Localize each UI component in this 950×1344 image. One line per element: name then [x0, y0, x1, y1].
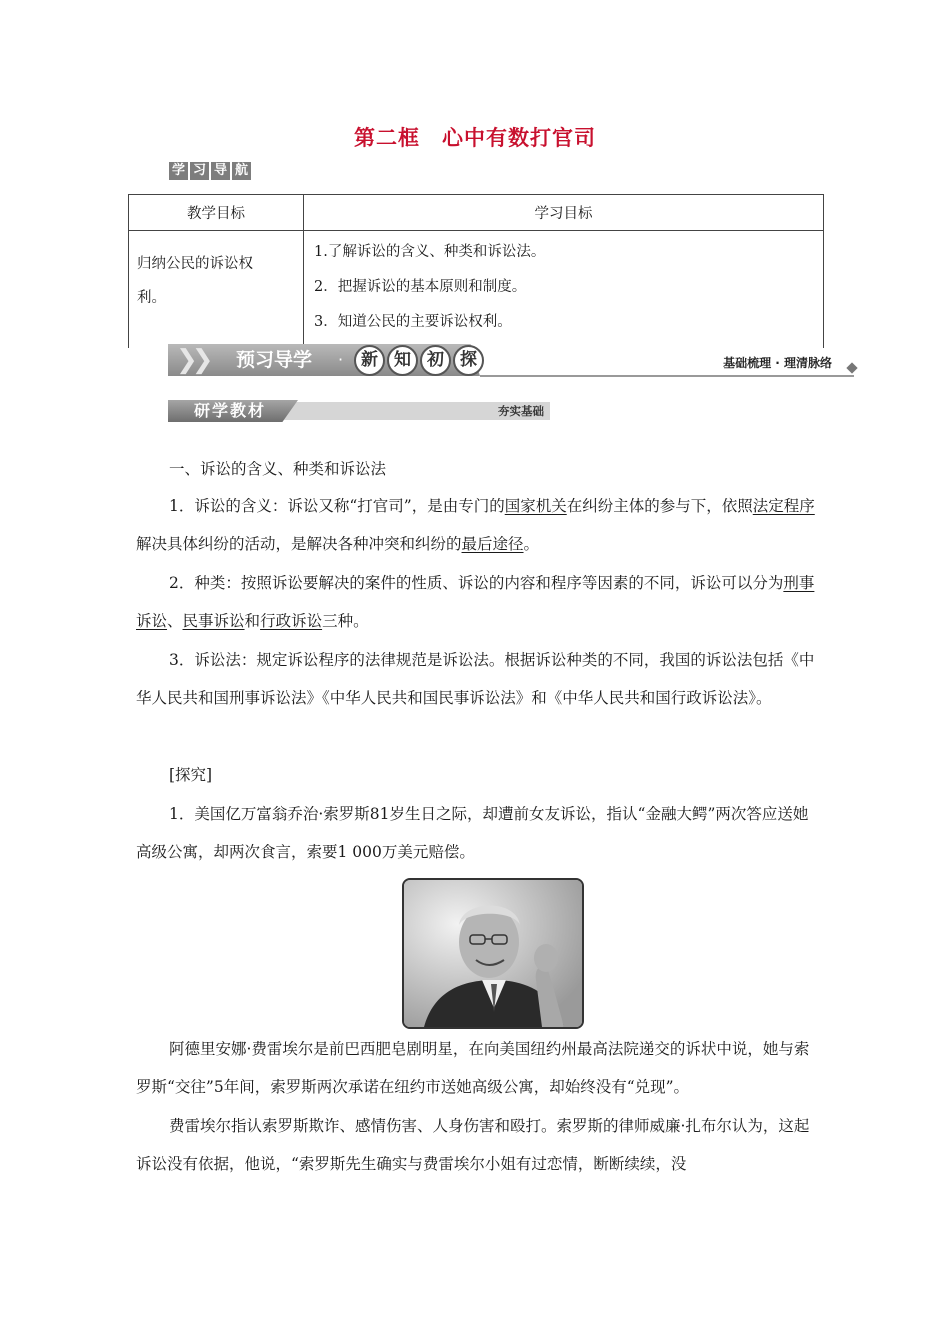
underlined-term: 行政诉讼: [260, 612, 323, 630]
banner-circle-char: 知: [387, 345, 418, 376]
underlined-term: 国家机关: [504, 497, 567, 515]
teaching-goal-line: 归纳公民的诉讼权: [137, 256, 253, 272]
sub-banner-right-label: 夯实基础: [498, 404, 544, 418]
teaching-goal-line: 利。: [137, 290, 166, 306]
underlined-term: 法定程序: [752, 497, 815, 515]
text-run: 解决具体纠纷的活动，是解决各种冲突和纠纷的: [136, 535, 462, 553]
learning-goal-item: 3．知道公民的主要诉讼权利。: [314, 314, 512, 330]
goals-table: [128, 194, 824, 348]
page-title: 第二框 心中有数打官司: [354, 126, 596, 150]
banner-rule: [480, 375, 854, 377]
preview-section-banner: [168, 344, 858, 378]
teaching-goal-cell: [129, 231, 304, 349]
guide-tag-char: 导: [211, 162, 230, 180]
banner-circle-char: 初: [420, 345, 451, 376]
banner-main-label: 预习导学: [236, 349, 313, 371]
portrait-image: [404, 880, 582, 1027]
text-run: 、: [167, 612, 183, 630]
underlined-term: 最后途径: [461, 535, 524, 553]
text-run: 。: [523, 535, 540, 553]
explore-paragraph-3: 费雷埃尔指认索罗斯欺诈、感情伤害、人身伤害和殴打。索罗斯的律师威廉·扎布尔认为，这起诉讼没有依据，他说，“索罗斯先生确实与费雷埃尔小姐有过恋情，断断续续，没: [136, 1117, 810, 1173]
banner-right-label: 基础梳理 · 理清脉络: [723, 356, 832, 370]
goals-table-header-row: [129, 195, 824, 231]
banner-circle-char: 探: [453, 345, 484, 376]
diamond-icon: [846, 362, 857, 373]
study-guide-tag: [169, 162, 251, 180]
section-heading: 一、诉讼的含义、种类和诉讼法: [169, 460, 387, 478]
learning-goal-item: 1.了解诉讼的含义、种类和诉讼法。: [314, 244, 546, 260]
portrait-photo: [402, 878, 584, 1029]
underlined-term: 民事诉讼: [182, 612, 245, 630]
teaching-goal-header: 教学目标: [129, 195, 304, 231]
guide-tag-char: 习: [190, 162, 209, 180]
paragraph-procedure-law: 3．诉讼法：规定诉讼程序的法律规范是诉讼法。根据诉讼种类的不同，我国的诉讼法包括《中华人民共和国刑事诉讼法》《中华人民共和国民事诉讼法》和《中华人民共和国行政诉讼法》。: [136, 651, 815, 707]
underlined-term: 刑事诉讼: [136, 574, 815, 630]
explore-paragraph-1: 1．美国亿万富翁乔治·索罗斯81岁生日之际，却遭前女友诉讼，指认“金融大鳄”两次答应送她高级公寓，却两次食言，索要1 000万美元赔偿。: [136, 805, 809, 861]
banner-circle-chars: [354, 345, 484, 376]
explore-label: [探究]: [169, 766, 213, 784]
text-run: 在纠纷主体的参与下，依照: [566, 497, 753, 515]
paragraph-definition: [136, 487, 822, 563]
paragraph-types: [136, 564, 822, 640]
study-material-banner: [168, 400, 550, 422]
text-run: 和: [244, 612, 261, 630]
learning-goal-cell: [304, 231, 824, 349]
guide-tag-char: 航: [232, 162, 251, 180]
banner-dot: ·: [338, 350, 344, 369]
text-run: 1．诉讼的含义：诉讼又称“打官司”，是由专门的: [169, 497, 505, 515]
text-run: 三种。: [322, 612, 369, 630]
double-chevron-icon: ❯❯: [176, 345, 208, 375]
text-run: 2．种类：按照诉讼要解决的案件的性质、诉讼的内容和程序等因素的不同，诉讼可以分为: [169, 574, 784, 592]
goals-table-row: [129, 231, 824, 349]
explore-paragraph-2: 阿德里安娜·费雷埃尔是前巴西肥皂剧明星，在向美国纽约州最高法院递交的诉状中说，她与索罗斯“交往”5年间，索罗斯两次承诺在纽约市送她高级公寓，却始终没有“兑现”。: [136, 1040, 810, 1096]
learning-goal-header: 学习目标: [304, 195, 824, 231]
banner-circle-char: 新: [354, 345, 385, 376]
guide-tag-char: 学: [169, 162, 188, 180]
sub-banner-label: 研学教材: [194, 401, 267, 420]
learning-goal-item: 2．把握诉讼的基本原则和制度。: [314, 279, 527, 295]
